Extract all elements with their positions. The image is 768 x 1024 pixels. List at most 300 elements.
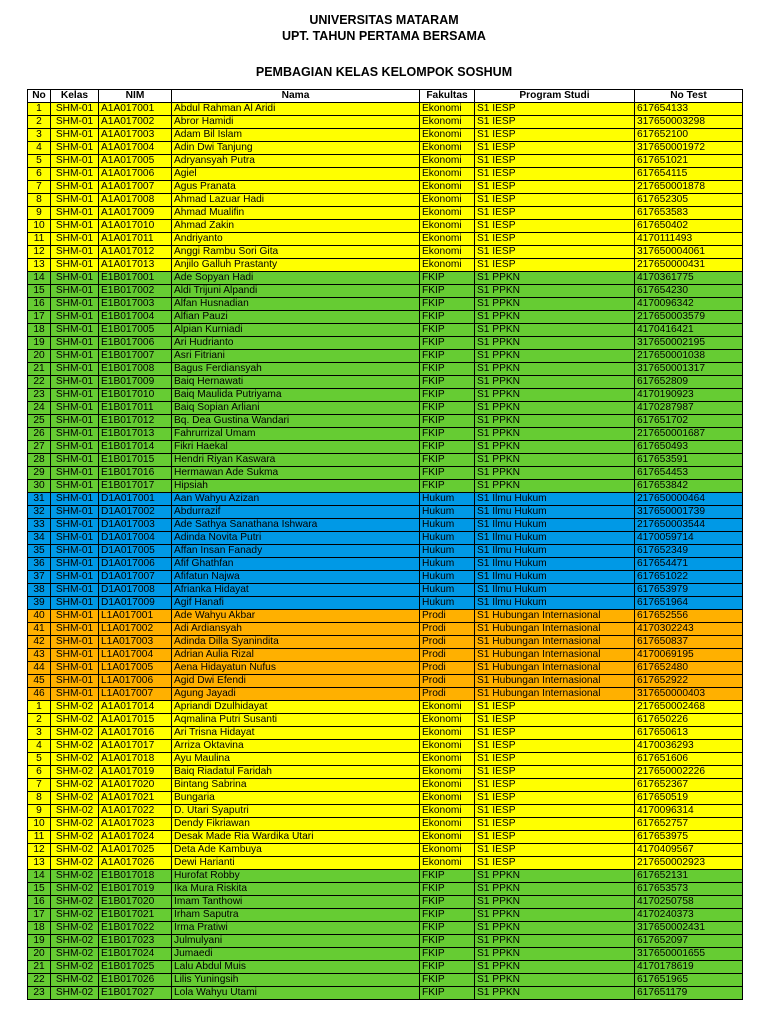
cell-no: 2 (28, 116, 51, 129)
cell-program-studi: S1 IESP (475, 844, 635, 857)
table-row (28, 896, 743, 909)
cell-no: 43 (28, 649, 51, 662)
cell-program-studi: S1 IESP (475, 233, 635, 246)
cell-no-test: 4170059714 (635, 532, 743, 545)
cell-no-test: 617652349 (635, 545, 743, 558)
cell-program-studi: S1 IESP (475, 779, 635, 792)
cell-nim: A1A017008 (99, 194, 172, 207)
cell-kelas: SHM-02 (51, 857, 99, 870)
cell-fakultas: Ekonomi (420, 142, 475, 155)
column-header-no: No (28, 90, 51, 103)
table-row (28, 441, 743, 454)
table-row (28, 233, 743, 246)
cell-no-test: 4170111493 (635, 233, 743, 246)
cell-nama: Afrianka Hidayat (172, 584, 420, 597)
cell-nim: D1A017005 (99, 545, 172, 558)
cell-no-test: 617650519 (635, 792, 743, 805)
cell-no: 13 (28, 857, 51, 870)
cell-program-studi: S1 IESP (475, 727, 635, 740)
cell-kelas: SHM-01 (51, 532, 99, 545)
document-subtitle: PEMBAGIAN KELAS KELOMPOK SOSHUM (255, 65, 513, 79)
cell-no: 20 (28, 948, 51, 961)
cell-program-studi: S1 IESP (475, 259, 635, 272)
cell-fakultas: FKIP (420, 272, 475, 285)
cell-nim: A1A017001 (99, 103, 172, 116)
cell-no: 22 (28, 376, 51, 389)
cell-no: 6 (28, 168, 51, 181)
cell-nim: E1B017010 (99, 389, 172, 402)
cell-nama: Apriandi Dzulhidayat (172, 701, 420, 714)
cell-nim: D1A017006 (99, 558, 172, 571)
cell-program-studi: S1 PPKN (475, 922, 635, 935)
cell-nama: Agid Dwi Efendi (172, 675, 420, 688)
cell-program-studi: S1 PPKN (475, 467, 635, 480)
cell-kelas: SHM-02 (51, 727, 99, 740)
cell-no-test: 617652809 (635, 376, 743, 389)
table-row (28, 480, 743, 493)
cell-no-test: 4170036293 (635, 740, 743, 753)
cell-nim: A1A017019 (99, 766, 172, 779)
cell-fakultas: FKIP (420, 948, 475, 961)
cell-kelas: SHM-01 (51, 493, 99, 506)
cell-no: 35 (28, 545, 51, 558)
cell-fakultas: FKIP (420, 285, 475, 298)
cell-fakultas: FKIP (420, 974, 475, 987)
cell-program-studi: S1 Hubungan Internasional (475, 675, 635, 688)
cell-kelas: SHM-02 (51, 740, 99, 753)
cell-program-studi: S1 PPKN (475, 935, 635, 948)
cell-no-test: 617652100 (635, 129, 743, 142)
cell-kelas: SHM-01 (51, 662, 99, 675)
cell-no-test: 617653842 (635, 480, 743, 493)
cell-fakultas: Prodi (420, 688, 475, 701)
cell-no: 25 (28, 415, 51, 428)
table-row (28, 818, 743, 831)
cell-kelas: SHM-01 (51, 324, 99, 337)
cell-program-studi: S1 IESP (475, 831, 635, 844)
cell-fakultas: Ekonomi (420, 831, 475, 844)
cell-program-studi: S1 PPKN (475, 311, 635, 324)
cell-kelas: SHM-01 (51, 155, 99, 168)
cell-nama: Aena Hidayatun Nufus (172, 662, 420, 675)
cell-no-test: 4170287987 (635, 402, 743, 415)
cell-program-studi: S1 IESP (475, 142, 635, 155)
cell-fakultas: Hukum (420, 584, 475, 597)
cell-nim: A1A017012 (99, 246, 172, 259)
cell-fakultas: Ekonomi (420, 155, 475, 168)
cell-no: 1 (28, 103, 51, 116)
cell-no: 40 (28, 610, 51, 623)
cell-fakultas: FKIP (420, 961, 475, 974)
table-row (28, 909, 743, 922)
cell-nama: Alpian Kurniadi (172, 324, 420, 337)
cell-fakultas: Ekonomi (420, 766, 475, 779)
cell-no-test: 4170096342 (635, 298, 743, 311)
cell-program-studi: S1 PPKN (475, 974, 635, 987)
cell-no-test: 617652131 (635, 870, 743, 883)
cell-no: 14 (28, 870, 51, 883)
column-header-no-test: No Test (635, 90, 743, 103)
cell-no: 45 (28, 675, 51, 688)
cell-fakultas: Ekonomi (420, 753, 475, 766)
cell-nim: D1A017003 (99, 519, 172, 532)
cell-kelas: SHM-01 (51, 285, 99, 298)
cell-no: 11 (28, 233, 51, 246)
cell-kelas: SHM-01 (51, 389, 99, 402)
cell-fakultas: Prodi (420, 636, 475, 649)
table-row (28, 194, 743, 207)
cell-no-test: 4170096314 (635, 805, 743, 818)
cell-kelas: SHM-01 (51, 259, 99, 272)
cell-nim: E1B017018 (99, 870, 172, 883)
cell-nim: E1B017022 (99, 922, 172, 935)
cell-no-test: 617653975 (635, 831, 743, 844)
cell-fakultas: Ekonomi (420, 727, 475, 740)
cell-nim: E1B017004 (99, 311, 172, 324)
cell-nama: Agif Hanafi (172, 597, 420, 610)
cell-nim: E1B017013 (99, 428, 172, 441)
cell-fakultas: Ekonomi (420, 701, 475, 714)
cell-nim: E1B017012 (99, 415, 172, 428)
cell-nama: Jumaedi (172, 948, 420, 961)
cell-fakultas: FKIP (420, 467, 475, 480)
cell-kelas: SHM-02 (51, 805, 99, 818)
column-header-nama: Nama (172, 90, 420, 103)
cell-no-test: 217650001687 (635, 428, 743, 441)
cell-program-studi: S1 PPKN (475, 909, 635, 922)
cell-no-test: 617654115 (635, 168, 743, 181)
table-row (28, 246, 743, 259)
cell-no-test: 317650002431 (635, 922, 743, 935)
cell-nama: Ade Wahyu Akbar (172, 610, 420, 623)
cell-kelas: SHM-02 (51, 883, 99, 896)
cell-fakultas: FKIP (420, 415, 475, 428)
table-row (28, 571, 743, 584)
cell-nama: Hipsiah (172, 480, 420, 493)
cell-nama: Fahrurrizal Umam (172, 428, 420, 441)
cell-nim: E1B017024 (99, 948, 172, 961)
cell-no-test: 617651964 (635, 597, 743, 610)
cell-nama: Abdul Rahman Al Aridi (172, 103, 420, 116)
cell-nama: Hermawan Ade Sukma (172, 467, 420, 480)
table-header-row (28, 90, 743, 103)
cell-program-studi: S1 IESP (475, 103, 635, 116)
cell-program-studi: S1 PPKN (475, 883, 635, 896)
cell-nama: Hendri Riyan Kaswara (172, 454, 420, 467)
cell-program-studi: S1 IESP (475, 116, 635, 129)
cell-no-test: 617652556 (635, 610, 743, 623)
cell-no: 32 (28, 506, 51, 519)
cell-fakultas: Hukum (420, 506, 475, 519)
cell-program-studi: S1 IESP (475, 753, 635, 766)
cell-program-studi: S1 PPKN (475, 961, 635, 974)
cell-nim: L1A017007 (99, 688, 172, 701)
cell-nim: E1B017021 (99, 909, 172, 922)
cell-nim: A1A017005 (99, 155, 172, 168)
cell-nim: L1A017005 (99, 662, 172, 675)
cell-nama: Adrian Aulia Rizal (172, 649, 420, 662)
cell-fakultas: Ekonomi (420, 259, 475, 272)
cell-no-test: 217650002923 (635, 857, 743, 870)
cell-kelas: SHM-01 (51, 168, 99, 181)
cell-program-studi: S1 IESP (475, 129, 635, 142)
cell-no-test: 617652367 (635, 779, 743, 792)
document-header (0, 0, 768, 80)
cell-program-studi: S1 Hubungan Internasional (475, 636, 635, 649)
table-row (28, 649, 743, 662)
cell-no-test: 617650493 (635, 441, 743, 454)
cell-program-studi: S1 Ilmu Hukum (475, 597, 635, 610)
table-row (28, 883, 743, 896)
cell-no-test: 617654133 (635, 103, 743, 116)
cell-kelas: SHM-01 (51, 623, 99, 636)
cell-kelas: SHM-01 (51, 402, 99, 415)
cell-no-test: 4170190923 (635, 389, 743, 402)
column-header-program-studi: Program Studi (475, 90, 635, 103)
cell-kelas: SHM-01 (51, 584, 99, 597)
cell-kelas: SHM-01 (51, 558, 99, 571)
table-row (28, 350, 743, 363)
cell-program-studi: S1 Hubungan Internasional (475, 688, 635, 701)
cell-nama: Ahmad Zakin (172, 220, 420, 233)
cell-no: 12 (28, 246, 51, 259)
cell-no-test: 217650002226 (635, 766, 743, 779)
cell-fakultas: Prodi (420, 675, 475, 688)
table-row (28, 519, 743, 532)
table-row (28, 623, 743, 636)
unit-title: UPT. TAHUN PERTAMA BERSAMA (282, 29, 486, 43)
cell-no: 26 (28, 428, 51, 441)
cell-fakultas: Ekonomi (420, 220, 475, 233)
cell-nama: Ari Trisna Hidayat (172, 727, 420, 740)
cell-fakultas: Prodi (420, 662, 475, 675)
cell-kelas: SHM-01 (51, 545, 99, 558)
cell-nama: Anggi Rambu Sori Gita (172, 246, 420, 259)
cell-program-studi: S1 Ilmu Hukum (475, 493, 635, 506)
table-row (28, 337, 743, 350)
cell-fakultas: FKIP (420, 298, 475, 311)
cell-program-studi: S1 IESP (475, 220, 635, 233)
cell-fakultas: Hukum (420, 558, 475, 571)
cell-fakultas: Prodi (420, 610, 475, 623)
cell-program-studi: S1 PPKN (475, 870, 635, 883)
cell-kelas: SHM-02 (51, 766, 99, 779)
cell-nim: A1A017016 (99, 727, 172, 740)
table-row (28, 922, 743, 935)
cell-no: 6 (28, 766, 51, 779)
cell-no: 16 (28, 298, 51, 311)
table-row (28, 662, 743, 675)
cell-nim: A1A017007 (99, 181, 172, 194)
table-row (28, 324, 743, 337)
cell-no-test: 317650004061 (635, 246, 743, 259)
cell-kelas: SHM-01 (51, 103, 99, 116)
cell-kelas: SHM-01 (51, 649, 99, 662)
cell-nim: E1B017019 (99, 883, 172, 896)
cell-nim: E1B017026 (99, 974, 172, 987)
table-row (28, 168, 743, 181)
cell-program-studi: S1 IESP (475, 792, 635, 805)
cell-no: 24 (28, 402, 51, 415)
cell-nama: Bagus Ferdiansyah (172, 363, 420, 376)
cell-nama: Desak Made Ria Wardika Utari (172, 831, 420, 844)
cell-nama: Bungaria (172, 792, 420, 805)
cell-no: 39 (28, 597, 51, 610)
cell-nama: Fikri Haekal (172, 441, 420, 454)
cell-nama: Agung Jayadi (172, 688, 420, 701)
cell-fakultas: FKIP (420, 441, 475, 454)
cell-nama: Baiq Riadatul Faridah (172, 766, 420, 779)
cell-program-studi: S1 IESP (475, 246, 635, 259)
cell-program-studi: S1 PPKN (475, 298, 635, 311)
table-row (28, 948, 743, 961)
cell-no-test: 317650002195 (635, 337, 743, 350)
cell-no: 4 (28, 740, 51, 753)
cell-program-studi: S1 PPKN (475, 480, 635, 493)
cell-no-test: 617652757 (635, 818, 743, 831)
cell-no-test: 617652305 (635, 194, 743, 207)
cell-nim: A1A017025 (99, 844, 172, 857)
cell-nim: L1A017002 (99, 623, 172, 636)
cell-fakultas: FKIP (420, 883, 475, 896)
cell-program-studi: S1 IESP (475, 207, 635, 220)
cell-fakultas: Ekonomi (420, 103, 475, 116)
cell-nama: Bintang Sabrina (172, 779, 420, 792)
cell-program-studi: S1 Ilmu Hukum (475, 571, 635, 584)
cell-no-test: 217650000431 (635, 259, 743, 272)
cell-program-studi: S1 IESP (475, 194, 635, 207)
cell-nim: A1A017006 (99, 168, 172, 181)
cell-nim: E1B017017 (99, 480, 172, 493)
cell-nama: Aldi Trijuni Alpandi (172, 285, 420, 298)
cell-no: 21 (28, 961, 51, 974)
cell-fakultas: FKIP (420, 363, 475, 376)
cell-nim: A1A017010 (99, 220, 172, 233)
cell-no-test: 617654471 (635, 558, 743, 571)
cell-nim: D1A017001 (99, 493, 172, 506)
cell-nim: D1A017004 (99, 532, 172, 545)
cell-nim: L1A017001 (99, 610, 172, 623)
cell-no: 19 (28, 935, 51, 948)
cell-no: 16 (28, 896, 51, 909)
table-row (28, 779, 743, 792)
cell-kelas: SHM-01 (51, 233, 99, 246)
cell-no: 10 (28, 818, 51, 831)
table-row (28, 298, 743, 311)
cell-nama: Abdurrazif (172, 506, 420, 519)
cell-no: 4 (28, 142, 51, 155)
cell-no-test: 617651702 (635, 415, 743, 428)
cell-no: 17 (28, 311, 51, 324)
cell-no-test: 617650402 (635, 220, 743, 233)
cell-nama: Ayu Maulina (172, 753, 420, 766)
cell-nama: D. Utari Syaputri (172, 805, 420, 818)
cell-no: 15 (28, 285, 51, 298)
cell-no-test: 617651021 (635, 155, 743, 168)
cell-no: 22 (28, 974, 51, 987)
cell-nim: E1B017008 (99, 363, 172, 376)
cell-program-studi: S1 Ilmu Hukum (475, 584, 635, 597)
cell-kelas: SHM-01 (51, 441, 99, 454)
cell-fakultas: Ekonomi (420, 246, 475, 259)
cell-nama: Adryansyah Putra (172, 155, 420, 168)
cell-no-test: 617650226 (635, 714, 743, 727)
cell-no-test: 617653573 (635, 883, 743, 896)
cell-fakultas: Hukum (420, 493, 475, 506)
cell-kelas: SHM-01 (51, 116, 99, 129)
cell-nama: Ade Sopyan Hadi (172, 272, 420, 285)
cell-no-test: 317650001655 (635, 948, 743, 961)
cell-no: 13 (28, 259, 51, 272)
table-row (28, 753, 743, 766)
cell-nim: E1B017003 (99, 298, 172, 311)
cell-kelas: SHM-01 (51, 272, 99, 285)
cell-no: 42 (28, 636, 51, 649)
cell-no: 7 (28, 779, 51, 792)
cell-fakultas: FKIP (420, 376, 475, 389)
cell-kelas: SHM-01 (51, 246, 99, 259)
cell-no: 5 (28, 753, 51, 766)
cell-nim: E1B017020 (99, 896, 172, 909)
cell-nim: E1B017006 (99, 337, 172, 350)
table-row (28, 870, 743, 883)
cell-no: 37 (28, 571, 51, 584)
cell-nama: Lilis Yuningsih (172, 974, 420, 987)
cell-nama: Arriza Oktavina (172, 740, 420, 753)
cell-nim: D1A017007 (99, 571, 172, 584)
table-row (28, 376, 743, 389)
cell-nim: L1A017003 (99, 636, 172, 649)
cell-no: 33 (28, 519, 51, 532)
cell-fakultas: FKIP (420, 922, 475, 935)
cell-fakultas: Ekonomi (420, 714, 475, 727)
cell-nim: E1B017015 (99, 454, 172, 467)
cell-nim: A1A017020 (99, 779, 172, 792)
cell-nim: A1A017026 (99, 857, 172, 870)
cell-kelas: SHM-01 (51, 337, 99, 350)
cell-kelas: SHM-01 (51, 298, 99, 311)
table-row (28, 428, 743, 441)
cell-kelas: SHM-01 (51, 207, 99, 220)
cell-nama: Adinda Dilla Syanindita (172, 636, 420, 649)
cell-kelas: SHM-02 (51, 935, 99, 948)
cell-fakultas: Ekonomi (420, 844, 475, 857)
cell-nim: E1B017014 (99, 441, 172, 454)
cell-program-studi: S1 Hubungan Internasional (475, 662, 635, 675)
cell-fakultas: FKIP (420, 896, 475, 909)
cell-no-test: 617652922 (635, 675, 743, 688)
cell-no-test: 617653979 (635, 584, 743, 597)
cell-kelas: SHM-02 (51, 818, 99, 831)
cell-nama: Aan Wahyu Azizan (172, 493, 420, 506)
cell-nama: Afifatun Najwa (172, 571, 420, 584)
table-row (28, 987, 743, 1000)
table-row (28, 714, 743, 727)
cell-no: 34 (28, 532, 51, 545)
cell-nama: Dewi Harianti (172, 857, 420, 870)
cell-nim: D1A017008 (99, 584, 172, 597)
table-row (28, 181, 743, 194)
cell-fakultas: Prodi (420, 623, 475, 636)
cell-no: 11 (28, 831, 51, 844)
cell-kelas: SHM-01 (51, 467, 99, 480)
cell-fakultas: FKIP (420, 935, 475, 948)
table-row (28, 415, 743, 428)
cell-kelas: SHM-02 (51, 922, 99, 935)
table-row (28, 467, 743, 480)
cell-fakultas: FKIP (420, 311, 475, 324)
cell-nama: Lalu Abdul Muis (172, 961, 420, 974)
